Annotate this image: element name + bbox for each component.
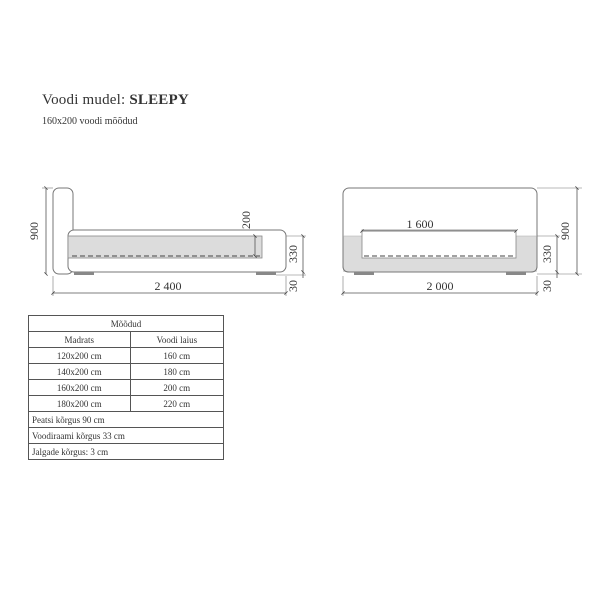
leg-right: [256, 272, 276, 275]
note-headboard-height: Peatsi kõrgus 90 cm: [29, 412, 224, 428]
leg-left: [74, 272, 94, 275]
mattress-size-cell: 120x200 cm: [29, 348, 131, 364]
dimensions-table: [28, 315, 224, 460]
mattress-front: [362, 230, 516, 258]
side-view: [27, 188, 306, 296]
mattress: [68, 236, 262, 258]
bed-width-cell: 220 cm: [130, 396, 223, 412]
table-row: [29, 380, 224, 396]
mattress-size-cell: 160x200 cm: [29, 380, 131, 396]
dim-30-front: 30: [540, 280, 554, 292]
leg-front-right: [506, 272, 526, 275]
dim-30-side: 30: [286, 280, 300, 292]
dim-200: 200: [239, 211, 253, 229]
front-view: [343, 188, 582, 296]
note-leg-height: Jalgade kõrgus: 3 cm: [29, 444, 224, 460]
table-caption: Mõõdud: [29, 316, 224, 332]
table-row: [29, 348, 224, 364]
title-label: Voodi mudel:: [42, 92, 126, 108]
mattress-size-cell: 140x200 cm: [29, 364, 131, 380]
dim-330-side: 330: [286, 245, 300, 263]
page-subtitle: 160x200 voodi mõõdud: [42, 116, 138, 127]
dim-900-front: 900: [558, 222, 572, 240]
model-name: SLEEPY: [129, 92, 189, 108]
note-frame-height: Voodiraami kõrgus 33 cm: [29, 428, 224, 444]
leg-front-left: [354, 272, 374, 275]
dim-330-front: 330: [540, 245, 554, 263]
bed-width-cell: 160 cm: [130, 348, 223, 364]
dim-2000: 2 000: [426, 279, 454, 293]
mattress-size-cell: 180x200 cm: [29, 396, 131, 412]
column-header-bed-width: Voodi laius: [130, 332, 223, 348]
table-row: [29, 364, 224, 380]
column-header-mattress: Madrats: [29, 332, 131, 348]
dim-900-side: 900: [27, 222, 41, 240]
table-row: [29, 396, 224, 412]
bed-width-cell: 180 cm: [130, 364, 223, 380]
bed-width-cell: 200 cm: [130, 380, 223, 396]
dim-1600: 1 600: [406, 217, 434, 231]
dim-2400: 2 400: [154, 279, 182, 293]
